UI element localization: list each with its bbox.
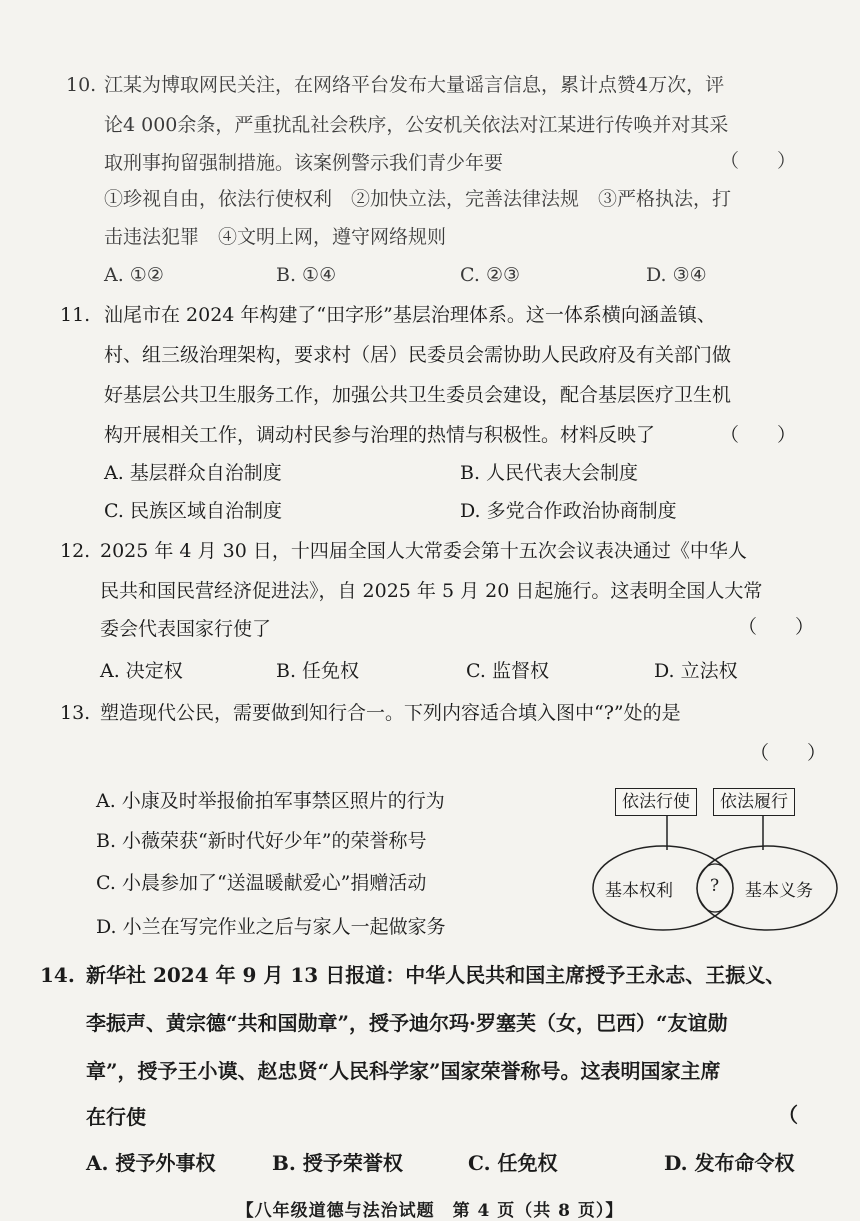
question-text-line: 章”，授予王小谟、赵忠贤“人民科学家”国家荣誉称号。这表明国家主席 [86,1059,721,1083]
question-number: 13. [60,702,91,724]
page-footer: 【八年级道德与法治试题 第 4 页（共 8 页）】 [236,1201,624,1221]
option-d: D. ③④ [646,264,707,286]
option-b: B. 小薇荣获“新时代好少年”的荣誉称号 [96,830,427,852]
option-c: C. 任免权 [468,1151,558,1175]
option-d: D. 立法权 [654,660,738,682]
option-b: B. ①④ [276,264,337,286]
rights-duties-diagram [585,778,845,938]
answer-parentheses: （ ） [720,150,797,172]
question-text-line: 塑造现代公民，需要做到知行合一。下列内容适合填入图中“?”处的是 [100,702,681,724]
option-a: A. 基层群众自治制度 [104,462,282,484]
question-text-line: 好基层公共卫生服务工作，加强公共卫生委员会建设，配合基层医疗卫生机 [104,384,732,406]
question-text-line: 论4 000余条，严重扰乱社会秩序，公安机关依法对江某进行传唤并对其采 [104,114,729,136]
question-text-line: 委会代表国家行使了 [100,618,272,640]
question-number: 11. [60,304,91,326]
question-text-line: 民共和国民营经济促进法》，自 2025 年 5 月 20 日起施行。这表明全国人大常 [100,580,763,602]
question-text-line: 村、组三级治理架构，要求村（居）民委员会需协助人民政府及有关部门做 [104,344,732,366]
question-text-line: 击违法犯罪 ④文明上网，遵守网络规则 [104,226,447,248]
question-text-line: 取刑事拘留强制措施。该案例警示我们青少年要 [104,152,504,174]
option-c: C. 监督权 [466,660,549,682]
option-b: B. 任免权 [276,660,360,682]
option-a: A. 授予外事权 [86,1151,216,1175]
label-basic-duties: 基本义务 [745,881,813,901]
option-d: D. 发布命令权 [664,1151,795,1175]
question-text-line: ①珍视自由，依法行使权利 ②加快立法，完善法律法规 ③严格执法，打 [104,188,732,210]
answer-parentheses: （ ） [750,742,827,764]
question-text-line: 汕尾市在 2024 年构建了“田字形”基层治理体系。这一体系横向涵盖镇、 [104,304,716,326]
question-number: 12. [60,540,91,562]
question-text-line: 2025 年 4 月 30 日，十四届全国人大常委会第十五次会议表决通过《中华人 [100,540,747,562]
answer-parentheses: （ [778,1103,798,1127]
question-text-line: 构开展相关工作，调动村民参与治理的热情与积极性。材料反映了 [104,424,656,446]
question-text-line: 江某为博取网民关注，在网络平台发布大量谣言信息，累计点赞4万次，评 [104,74,725,96]
option-c: C. 民族区域自治制度 [104,500,282,522]
option-d: D. 小兰在写完作业之后与家人一起做家务 [96,916,446,938]
option-c: C. 小晨参加了“送温暖献爱心”捐赠活动 [96,872,427,894]
question-text-line: 李振声、黄宗德“共和国勋章”，授予迪尔玛·罗塞芙（女，巴西）“友谊勋 [86,1011,728,1035]
box-fulfill-lawfully: 依法履行 [713,788,795,816]
question-number: 14. [40,963,75,987]
option-a: A. ①② [104,264,164,286]
option-a: A. 小康及时举报偷拍军事禁区照片的行为 [96,790,445,812]
question-number: 10. [66,74,97,96]
option-b: B. 授予荣誉权 [272,1151,403,1175]
box-exercise-lawfully: 依法行使 [615,788,697,816]
answer-parentheses: （ ） [720,424,797,446]
option-c: C. ②③ [460,264,521,286]
option-a: A. 决定权 [100,660,183,682]
question-text-line: 新华社 2024 年 9 月 13 日报道：中华人民共和国主席授予王永志、王振义、 [86,963,786,987]
option-b: B. 人民代表大会制度 [460,462,639,484]
label-center-question: ? [710,876,720,896]
option-d: D. 多党合作政治协商制度 [460,500,677,522]
answer-parentheses: （ ） [738,616,815,638]
label-basic-rights: 基本权利 [605,881,673,901]
question-text-line: 在行使 [86,1105,146,1129]
